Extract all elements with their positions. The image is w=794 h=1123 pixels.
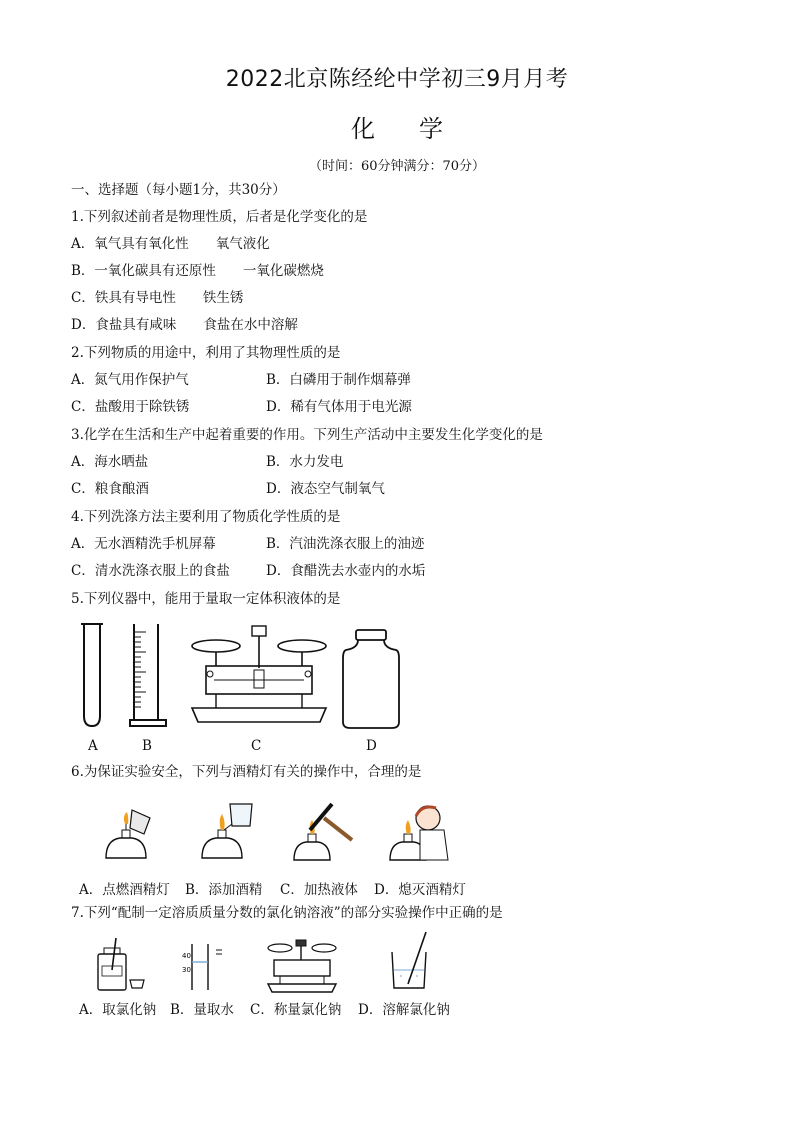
q2-option-c: C．盐酸用于除铁锈 — [71, 399, 190, 415]
q2-stem: 2.下列物质的用途中，利用了其物理性质的是 — [71, 345, 341, 361]
q1-option-a: A．氧气具有氧化性 氧气液化 — [71, 236, 270, 252]
q3-option-b: B．水力发电 — [266, 454, 344, 470]
exam-meta: （时间：60分钟满分：70分） — [308, 159, 486, 174]
q5-label-a: A — [88, 738, 98, 754]
beaker-glass-rod-icon — [386, 930, 434, 994]
q5-label-d: D — [366, 738, 377, 754]
q6-stem: 6.为保证实验安全，下列与酒精灯有关的操作中，合理的是 — [71, 764, 422, 780]
reagent-bottle-spoon-icon — [92, 936, 148, 994]
q7-stem: 7.下列“配制一定溶质质量分数的氯化钠溶液”的部分实验操作中正确的是 — [71, 905, 503, 921]
heating-liquid-icon — [290, 800, 356, 866]
q4-option-b: B．汽油洗涤衣服上的油迹 — [266, 536, 425, 552]
exam-title: 2022北京陈经纶中学初三9月月考 — [225, 67, 569, 92]
q3-stem: 3.化学在生活和生产中起着重要的作用。下列生产活动中主要发生化学变化的是 — [71, 427, 543, 443]
cylinder-mark-40: 40 — [182, 952, 191, 960]
q7-option-a: A．取氯化钠 — [79, 1002, 157, 1018]
subject-title: 化学 — [351, 115, 487, 143]
test-tube-icon — [78, 620, 106, 730]
q2-option-d: D．稀有气体用于电光源 — [266, 399, 412, 415]
graduated-cylinder-icon — [126, 620, 170, 730]
q6-option-a: A．点燃酒精灯 — [79, 882, 170, 898]
measuring-cylinder-reading-icon — [182, 940, 228, 994]
q6-option-c: C．加热液体 — [280, 882, 358, 898]
extinguishing-lamp-icon — [386, 800, 452, 866]
q7-option-c: C．称量氯化钠 — [250, 1002, 342, 1018]
q3-option-d: D．液态空气制氧气 — [266, 481, 385, 497]
q1-stem: 1.下列叙述前者是物理性质，后者是化学变化的是 — [71, 209, 368, 225]
q5-label-b: B — [142, 738, 152, 754]
q2-option-b: B．白磷用于制作烟幕弹 — [266, 372, 411, 388]
q4-option-c: C．清水洗涤衣服上的食盐 — [71, 563, 230, 579]
q4-stem: 4.下列洗涤方法主要利用了物质化学性质的是 — [71, 509, 341, 525]
q1-option-d: D．食盐具有咸味 食盐在水中溶解 — [71, 317, 298, 333]
adding-alcohol-icon — [196, 800, 258, 866]
q6-option-b: B．添加酒精 — [185, 882, 263, 898]
q6-option-d: D．熄灭酒精灯 — [374, 882, 466, 898]
q1-option-b: B．一氧化碳具有还原性 一氧化碳燃烧 — [71, 263, 324, 279]
q3-option-a: A．海水晒盐 — [71, 454, 149, 470]
q5-stem: 5.下列仪器中，能用于量取一定体积液体的是 — [71, 591, 341, 607]
q7-option-d: D．溶解氯化钠 — [358, 1002, 450, 1018]
q1-option-c: C．铁具有导电性 铁生锈 — [71, 290, 244, 306]
q4-option-a: A．无水酒精洗手机屏幕 — [71, 536, 216, 552]
cylinder-mark-30: 30 — [182, 966, 191, 974]
weighing-balance-icon — [266, 938, 338, 994]
q5-label-c: C — [251, 738, 262, 754]
alcohol-lamp-lighting-icon — [98, 804, 160, 866]
q3-option-c: C．粮食酿酒 — [71, 481, 149, 497]
q2-option-a: A．氮气用作保护气 — [71, 372, 189, 388]
balance-scale-icon — [188, 622, 330, 728]
q4-option-d: D．食醋洗去水壶内的水垢 — [266, 563, 426, 579]
q7-option-b: B．量取水 — [170, 1002, 234, 1018]
section-heading: 一、选择题（每小题1分，共30分） — [71, 182, 286, 198]
wide-mouth-bottle-icon — [340, 628, 402, 730]
